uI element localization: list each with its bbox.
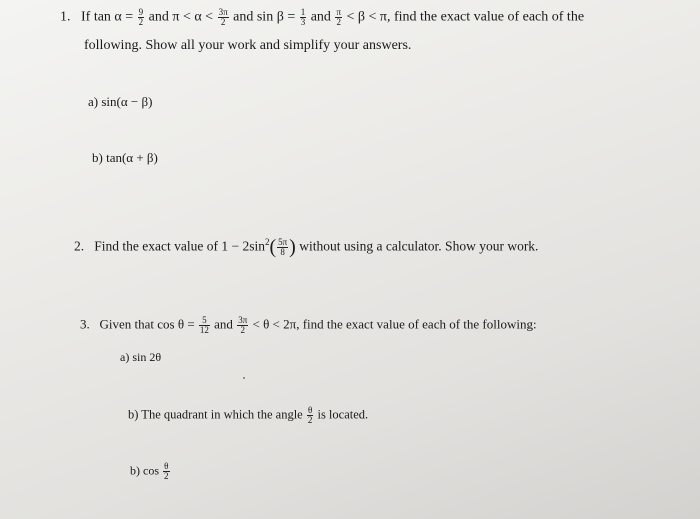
fraction-theta-over-2-c: $\frac{\theta}{2}$ xyxy=(164,461,169,481)
q2-exponent: 2 xyxy=(264,237,270,248)
paper-speck xyxy=(243,377,245,379)
q1-text-1: If tan α = xyxy=(81,9,134,25)
q1-text-3: and sin β = xyxy=(233,9,296,25)
q2-text-1: Find the exact value of 1 − 2sin xyxy=(94,238,265,254)
question-1-number: 1. xyxy=(60,9,71,25)
question-3-part-b xyxy=(128,406,368,425)
question-1-line-1 xyxy=(60,8,584,27)
right-paren: ) xyxy=(289,236,296,258)
question-2-number: 2. xyxy=(74,238,85,254)
q3-text-3: < θ < 2π, find the exact value of each of the following: xyxy=(252,316,537,332)
q1-text-2: and π < α < xyxy=(148,9,214,25)
fraction-3pi-over-2-q3: $\frac{3\pi}{2}$ xyxy=(238,315,248,335)
q2-text-2: without using a calculator. Show your work. xyxy=(299,238,539,254)
q1-text-5: < β < π, find the exact value of each of the xyxy=(346,9,585,25)
question-1-part-a: a) sin(α − β) xyxy=(88,94,153,109)
fraction-5pi-over-8: $\frac{5\pi}{8}$ xyxy=(278,237,288,257)
fraction-3pi-over-2: $\frac{3\pi}{2}$ xyxy=(218,7,228,27)
q3-text-2: and xyxy=(214,316,233,332)
fraction-theta-over-2: $\frac{\theta}{2}$ xyxy=(307,405,313,425)
question-1-part-b: b) tan(α + β) xyxy=(92,150,158,165)
fraction-5-over-12: $\frac{5}{12}$ xyxy=(199,315,209,335)
fraction-pi-over-2: $\frac{\pi}{2}$ xyxy=(336,7,341,27)
question-2 xyxy=(74,236,538,259)
fraction-9-over-2: $\frac{9}{2}$ xyxy=(138,7,144,27)
q1-text-4: and xyxy=(310,9,331,25)
question-3 xyxy=(80,316,537,335)
question-3-part-a: a) sin 2θ xyxy=(120,350,162,364)
fraction-1-over-3: $\frac{1}{3}$ xyxy=(300,7,306,27)
q3-text-1: Given that cos θ = xyxy=(99,316,195,332)
q3b-text-2: is located. xyxy=(317,407,369,422)
q3c-text: b) cos xyxy=(130,463,159,478)
left-paren: ( xyxy=(269,236,277,258)
question-3-number: 3. xyxy=(80,316,90,332)
question-3-part-c xyxy=(130,462,171,481)
q3b-text-1: b) The quadrant in which the angle xyxy=(128,407,303,422)
question-1-line-2: following. Show all your work and simplify your answers. xyxy=(84,38,412,53)
